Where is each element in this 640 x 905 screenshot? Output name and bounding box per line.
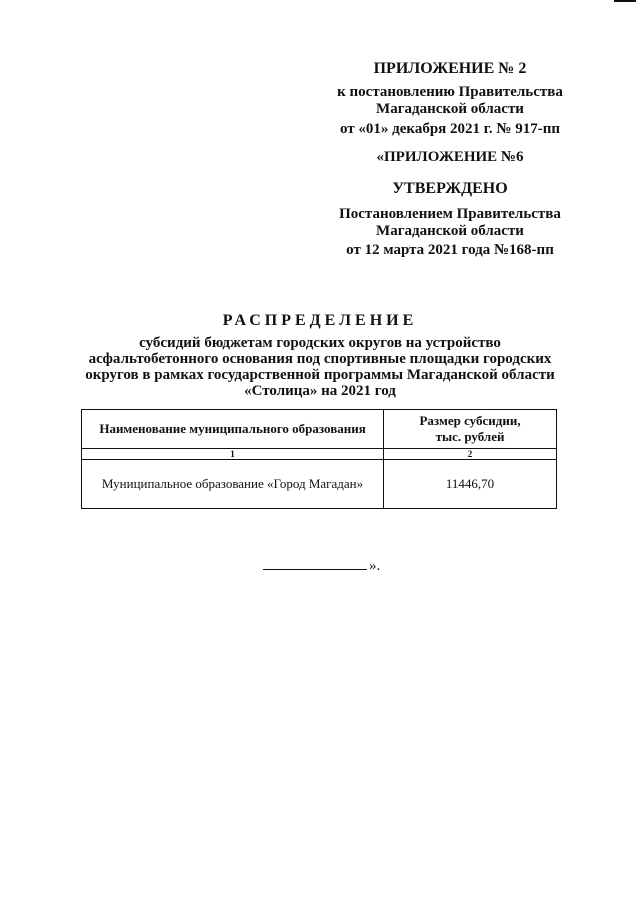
header-amount-line1: Размер субсидии, xyxy=(419,413,521,428)
document-subtitle xyxy=(60,335,580,399)
closing-mark xyxy=(263,558,380,575)
document-title-block xyxy=(60,311,580,399)
appendix-ref-line1: к постановлению Правительства xyxy=(337,84,563,100)
approved-by-line1: Постановлением Правительства xyxy=(339,206,561,222)
closing-quote: ». xyxy=(369,558,381,574)
appendix-date: от «01» декабря 2021 г. № 917-пп xyxy=(339,121,560,137)
subtitle-line4: «Столица» на 2021 год xyxy=(244,383,396,399)
appendix-ref-line2: Магаданской области xyxy=(376,101,524,117)
header-municipality: Наименование муниципального образования xyxy=(82,410,384,449)
closing-underline xyxy=(263,559,367,570)
subtitle-line3: округов в рамках государственной программы Магаданской области xyxy=(85,367,555,383)
approved-date: от 12 марта 2021 года №168-пп xyxy=(346,242,554,258)
distribution-table xyxy=(81,409,557,509)
subtitle-line1: субсидий бюджетам городских округов на устройство xyxy=(139,335,501,351)
corner-mark xyxy=(614,0,636,2)
table-header-row xyxy=(82,410,557,449)
column-number-row xyxy=(82,449,557,460)
appendix-reference xyxy=(300,84,600,118)
approved-by xyxy=(300,206,600,240)
subsidy-amount: 11446,70 xyxy=(384,460,557,509)
approved-by-line2: Магаданской области xyxy=(376,223,524,239)
appendix-6-label: «ПРИЛОЖЕНИЕ №6 xyxy=(376,149,524,165)
column-number-2: 2 xyxy=(384,449,557,460)
document-title: РАСПРЕДЕЛЕНИЕ xyxy=(222,312,418,329)
header-amount xyxy=(384,410,557,449)
table-row xyxy=(82,460,557,509)
header-amount-line2: тыс. рублей xyxy=(435,429,505,444)
appendix-title: ПРИЛОЖЕНИЕ № 2 xyxy=(373,60,527,77)
subtitle-line2: асфальтобетонного основания под спортивные площадки городских xyxy=(88,351,552,367)
approved-label: УТВЕРЖДЕНО xyxy=(392,180,508,197)
municipality-name: Муниципальное образование «Город Магадан» xyxy=(82,460,384,509)
column-number-1: 1 xyxy=(82,449,384,460)
